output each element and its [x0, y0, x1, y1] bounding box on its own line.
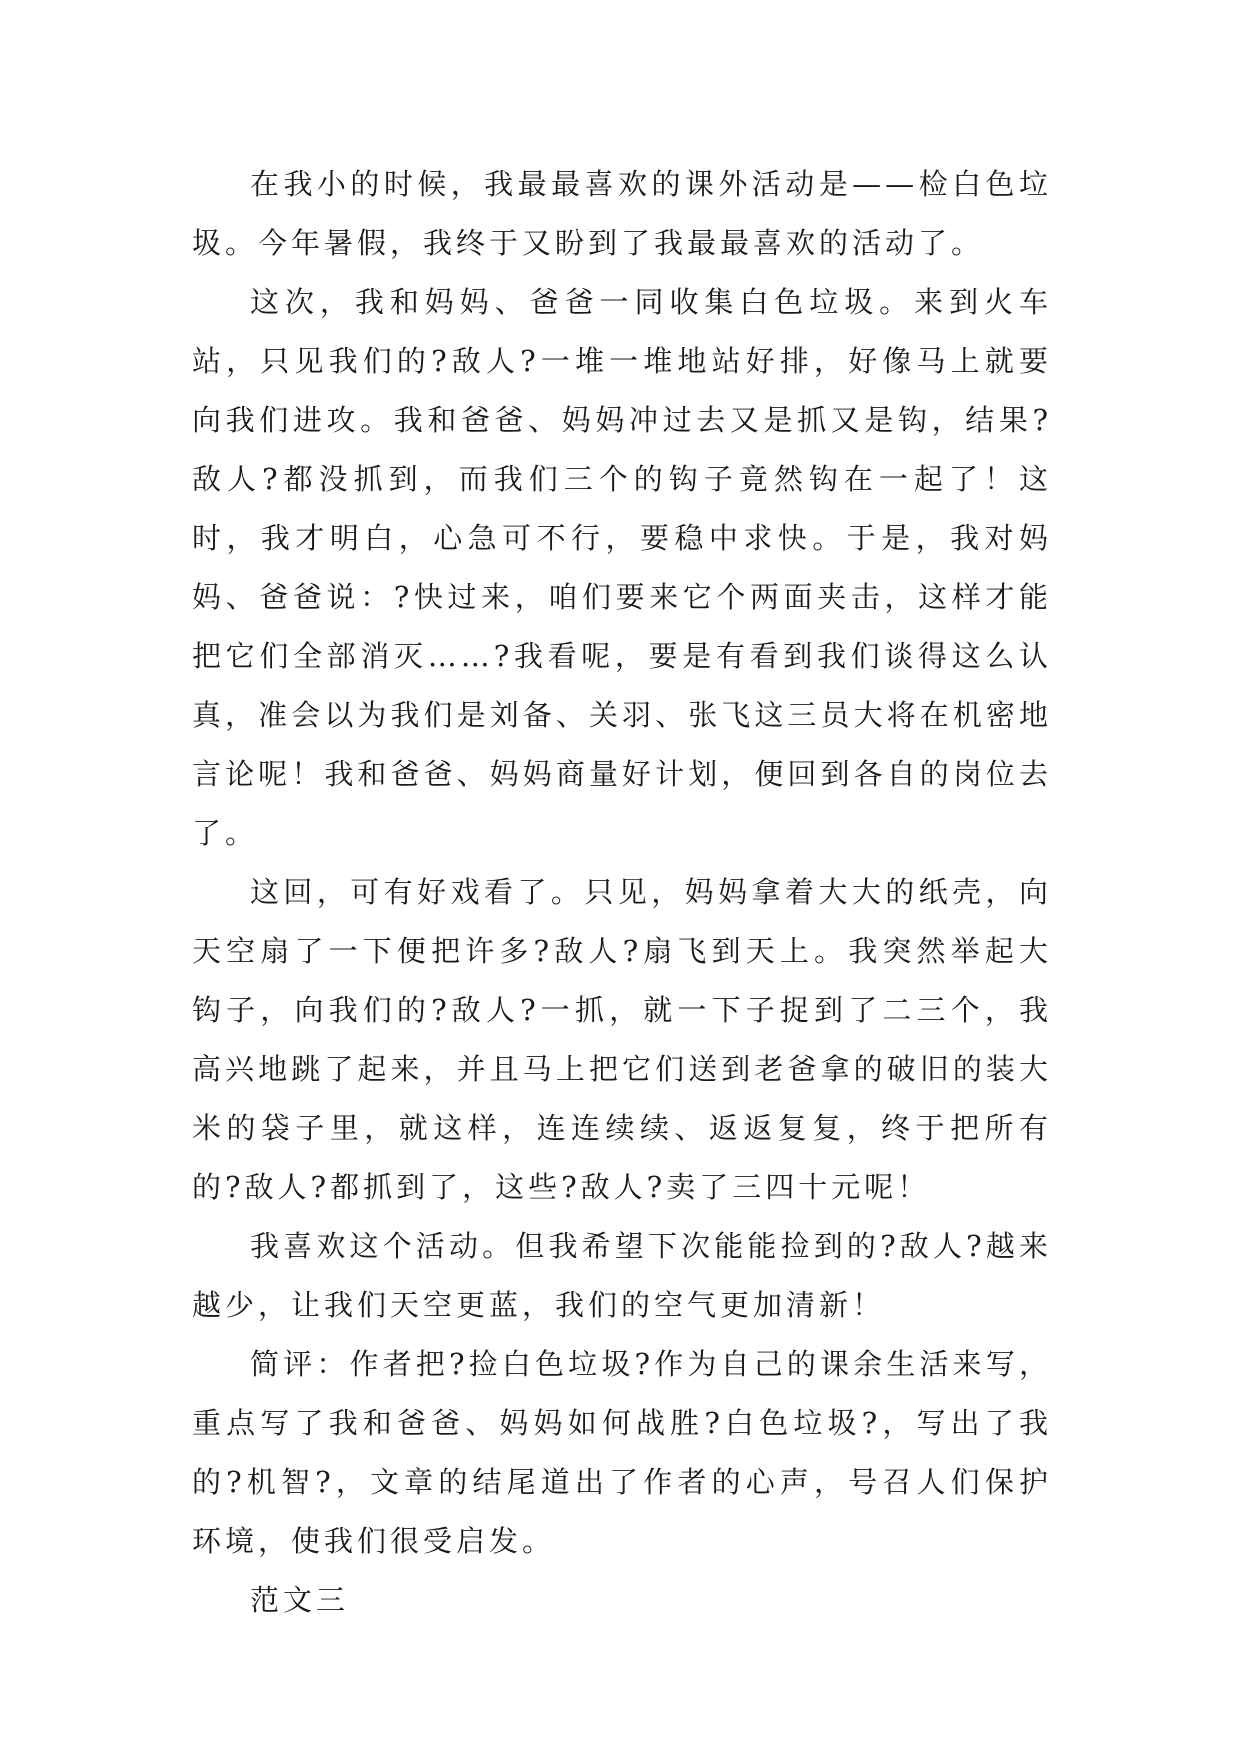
document-body — [192, 155, 1052, 1630]
paragraph-capture: 这回，可有好戏看了。只见，妈妈拿着大大的纸壳，向天空扇了一下便把许多?敌人?扇飞到天上。我突然举起大钩子，向我们的?敌人?一抓，就一下子捉到了二三个，我高兴地跳了起来，并且马上把它们送到老爸拿的破旧的装大米的袋子里，就这样，连连续续、返返复复，终于把所有的?敌人?都抓到了，这些?敌人?卖了三四十元呢！ — [192, 875, 1052, 1204]
paragraph-wish: 我喜欢这个活动。但我希望下次能能捡到的?敌人?越来越少，让我们天空更蓝，我们的空气更加清新！ — [192, 1229, 1052, 1322]
section-heading: 范文三 — [250, 1583, 350, 1617]
paragraph-train-station: 这次，我和妈妈、爸爸一同收集白色垃圾。来到火车站，只见我们的?敌人?一堆一堆地站好排，好像马上就要向我们进攻。我和爸爸、妈妈冲过去又是抓又是钩，结果?敌人?都没抓到，而我们三个的钩子竟然钩在一起了！这时，我才明白，心急可不行，要稳中求快。于是，我对妈妈、爸爸说：?快过来，咱们要来它个两面夹击，这样才能把它们全部消灭……?我看呢，要是有看到我们谈得这么认真，准会以为我们是刘备、关羽、张飞这三员大将在机密地言论呢！我和爸爸、妈妈商量好计划，便回到各自的岗位去了。 — [192, 285, 1052, 850]
paragraph-intro: 在我小的时候，我最最喜欢的课外活动是——检白色垃圾。今年暑假，我终于又盼到了我最最喜欢的活动了。 — [192, 167, 1052, 260]
paragraph-review: 简评：作者把?捡白色垃圾?作为自己的课余生活来写，重点写了我和爸爸、妈妈如何战胜?白色垃圾?，写出了我的?机智?，文章的结尾道出了作者的心声，号召人们保护环境，使我们很受启发。 — [192, 1347, 1052, 1558]
